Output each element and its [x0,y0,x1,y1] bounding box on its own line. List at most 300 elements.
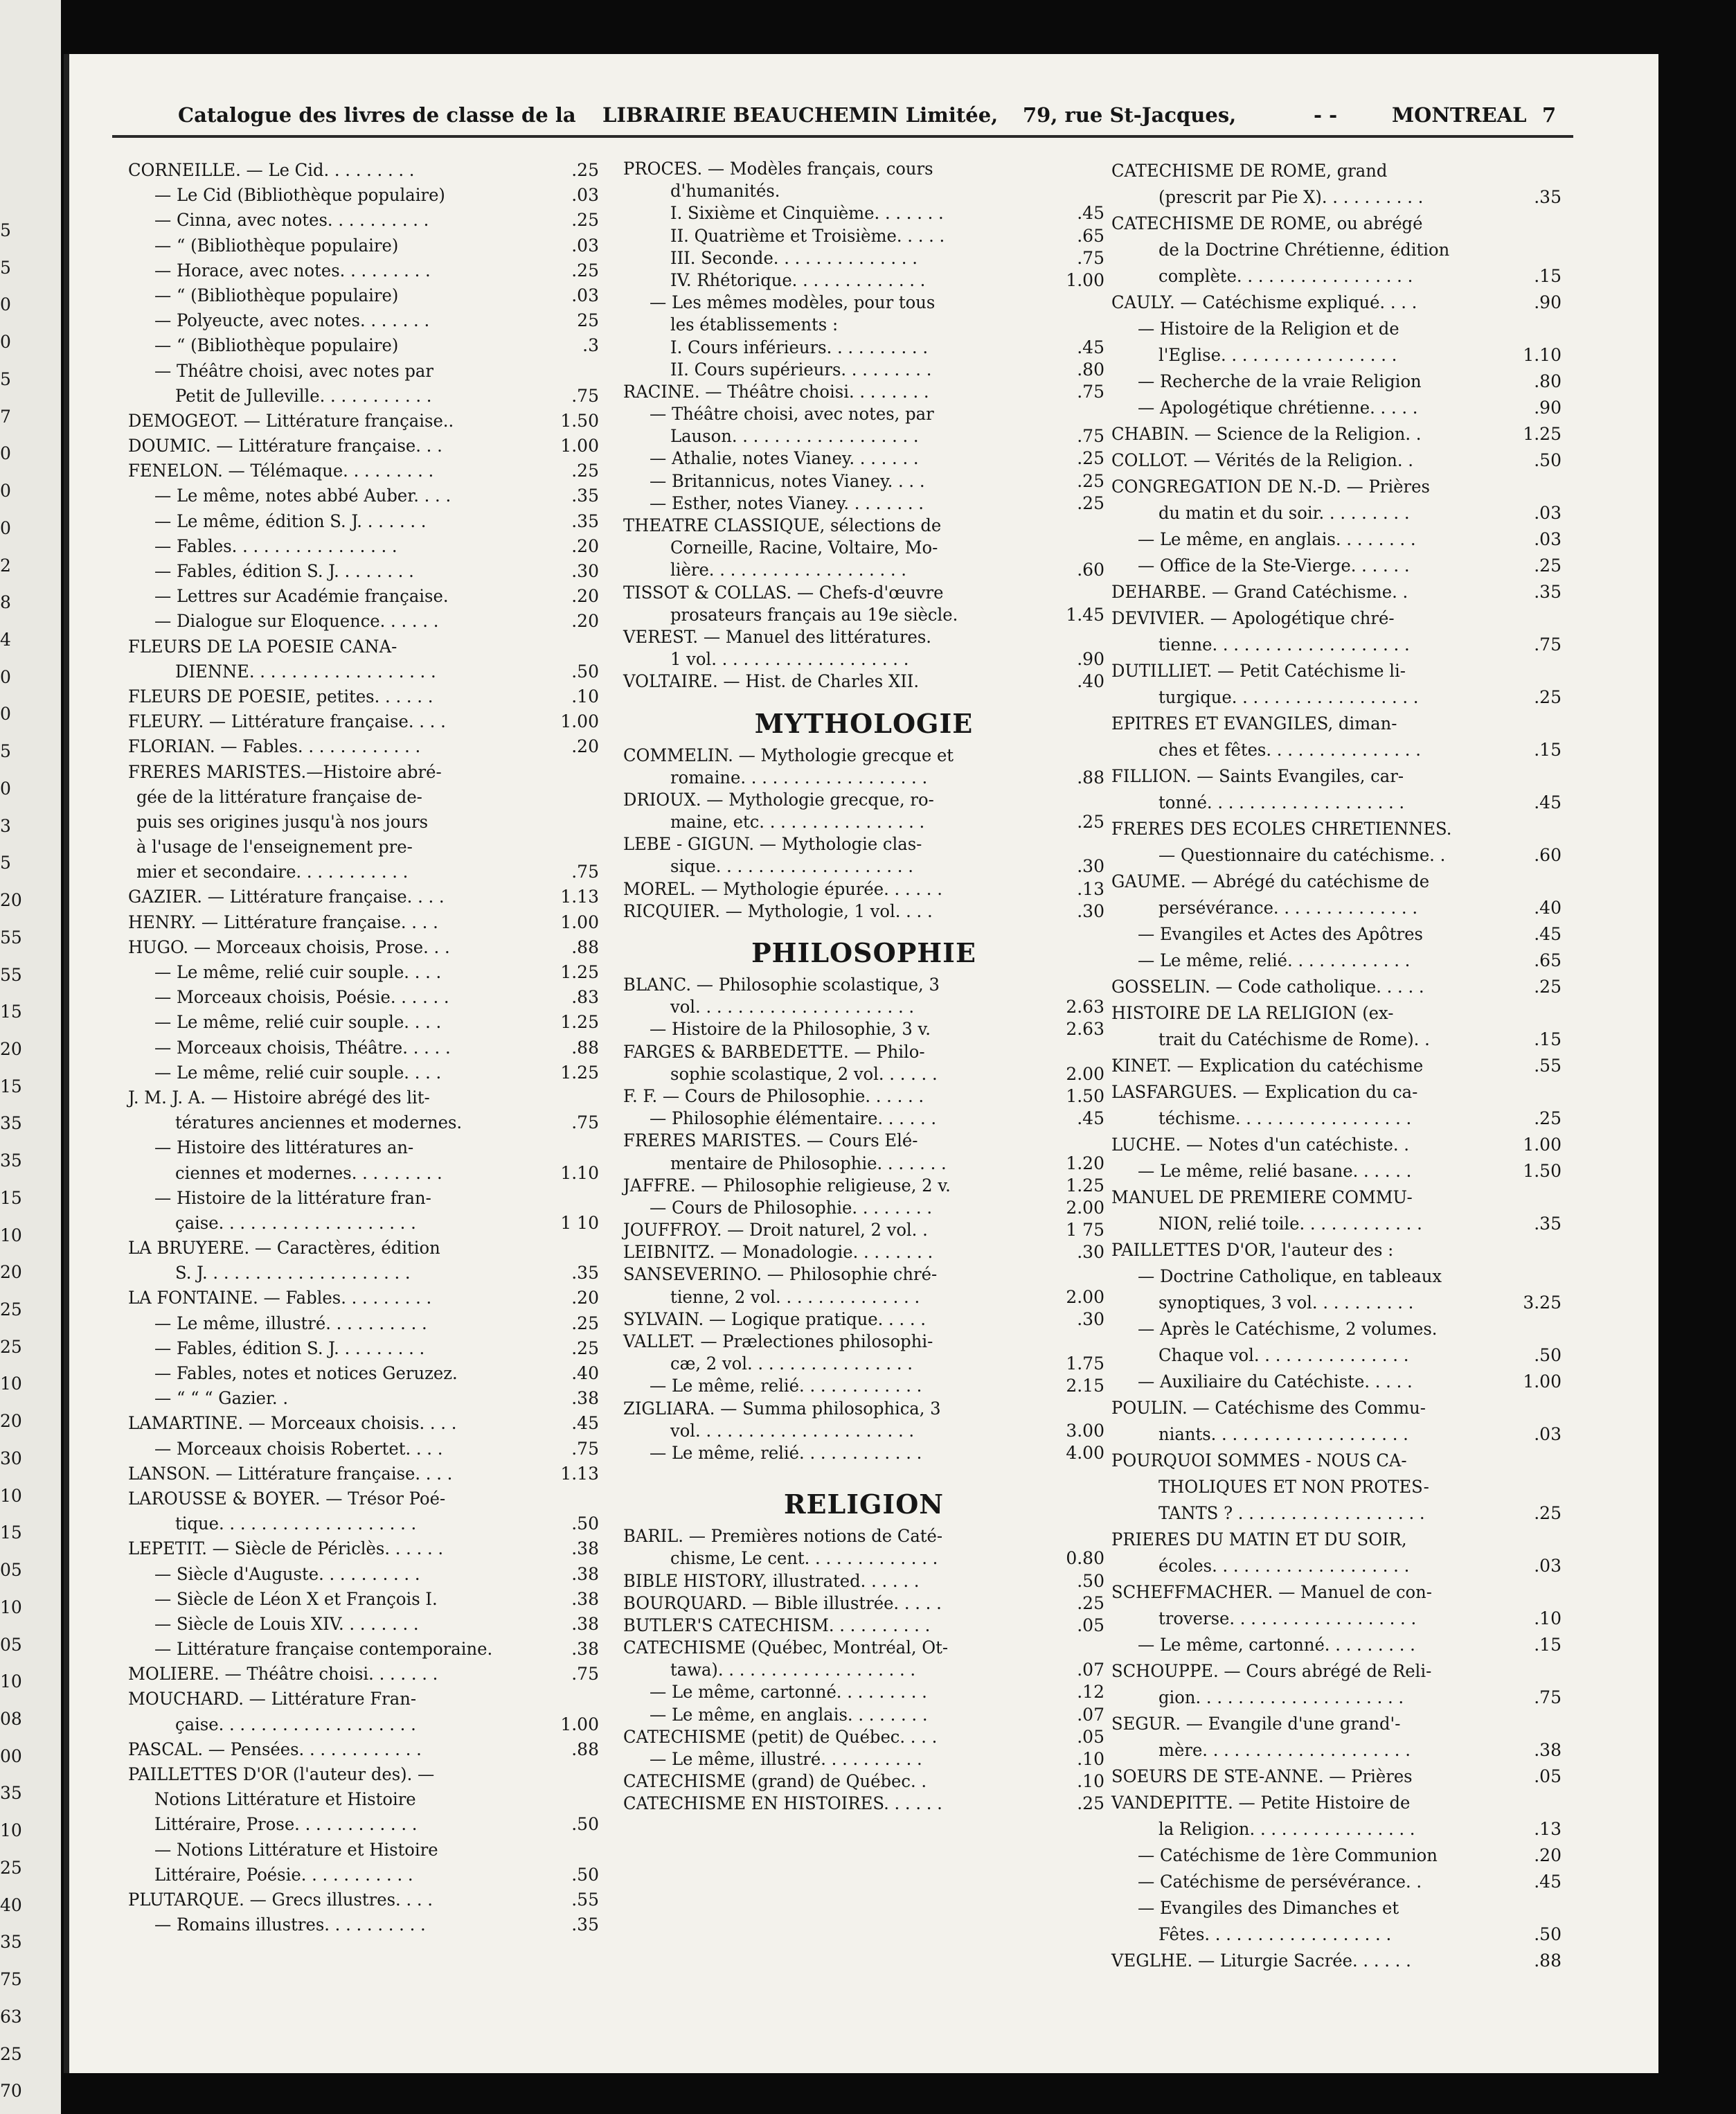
catalogue-entry [623,470,1104,492]
entry-title: — Catéchisme de 1ère Communion [1138,1845,1438,1865]
entry-price: .03 [1534,1424,1561,1444]
entry-title: — Siècle de Léon X et François I. [154,1588,438,1609]
catalogue-entry [623,878,1104,900]
catalogue-entry [128,1437,599,1462]
entry-title: d'humanités. [670,181,780,202]
catalogue-entry [1111,1606,1561,1632]
entry-title: GAZIER. — Littérature française. . . . [128,887,445,907]
entry-price: .07 [1077,1704,1104,1725]
entry-price: .88 [571,936,599,957]
entry-title: Littéraire, Prose. . . . . . . . . . . . [154,1814,418,1835]
entry-price: .05 [1077,1615,1104,1635]
catalogue-entry [1111,1632,1561,1658]
entry-title: — Le Cid (Bibliothèque populaire) [154,185,445,206]
entry-title: III. Seconde. . . . . . . . . . . . . . [670,247,918,268]
catalogue-entry [128,534,599,559]
catalogue-entry [623,225,1104,247]
entry-title: Chaque vol. . . . . . . . . . . . . . . [1158,1345,1409,1365]
margin-number: 20 [0,1262,22,1283]
entry-title: les établissements : [670,314,839,335]
catalogue-entry [1111,1579,1561,1606]
entry-title: — Le même, cartonné. . . . . . . . . [650,1682,927,1703]
entry-title: sique. . . . . . . . . . . . . . . . . . . [670,856,913,877]
entry-title: chisme, Le cent. . . . . . . . . . . . . [670,1548,938,1569]
catalogue-entry [623,789,1104,811]
entry-price: .25 [571,1338,599,1358]
catalogue-entry [623,425,1104,447]
entry-price: .90 [1534,292,1561,312]
entry-title: II. Quatrième et Troisième. . . . . [670,225,945,246]
entry-price: .88 [1534,1951,1561,1971]
catalogue-entry [623,1615,1104,1637]
catalogue-entry [128,233,599,258]
entry-title: PROCES. — Modèles français, cours [623,159,933,179]
catalogue-entry [1111,1132,1561,1158]
catalogue-entry [623,1263,1104,1286]
margin-number: 10 [0,1225,22,1245]
catalogue-entry [128,1787,599,1812]
entry-price: .03 [1534,503,1561,523]
catalogue-entry [128,208,599,233]
entry-title: vol. . . . . . . . . . . . . . . . . . . . . [670,997,915,1018]
entry-price: .65 [1534,950,1561,970]
catalogue-column-1 [128,158,599,1937]
entry-title: CATECHISME EN HISTOIRES. . . . . . [623,1793,942,1814]
catalogue-entry [623,1420,1104,1442]
entry-price: 1.25 [1523,424,1561,444]
entry-price: .25 [1077,812,1104,833]
catalogue-entry [128,1386,599,1411]
entry-title: BUTLER'S CATECHISM. . . . . . . . . . [623,1615,931,1635]
entry-price: 1.10 [1523,345,1561,365]
catalogue-entry [1111,316,1561,342]
catalogue-entry [623,269,1104,292]
catalogue-entry [1111,395,1561,421]
entry-price: .45 [1534,792,1561,812]
entry-title: — Histoire de la Religion et de [1138,319,1399,339]
catalogue-entry [1111,1290,1561,1316]
entry-title: — Le même, relié. . . . . . . . . . . . [650,1376,922,1396]
catalogue-entry [1111,158,1561,184]
margin-number: 2 [0,555,11,576]
entry-price: .65 [1077,225,1104,246]
catalogue-entry [623,1108,1104,1130]
entry-price: .25 [1077,1592,1104,1613]
entry-title: FRERES DES ECOLES CHRETIENNES. [1111,819,1452,839]
entry-title: mère. . . . . . . . . . . . . . . . . . . . [1158,1740,1411,1760]
catalogue-entry [128,1637,599,1662]
entry-title: çaise. . . . . . . . . . . . . . . . . . . [175,1212,416,1233]
catalogue-entry [623,1085,1104,1108]
catalogue-entry [623,381,1104,403]
catalogue-entry [1111,526,1561,553]
entry-title: PLUTARQUE. — Grecs illustres. . . . [128,1889,433,1910]
catalogue-entry [623,292,1104,314]
entry-price: .3 [582,335,599,356]
entry-price: .45 [1077,203,1104,224]
catalogue-entry [128,1411,599,1436]
catalogue-entry [1111,1316,1561,1342]
catalogue-entry [128,885,599,909]
margin-number: 0 [0,666,11,687]
section-heading-philosophie: PHILOSOPHIE [751,937,976,968]
entry-price: .35 [1534,1214,1561,1234]
catalogue-entry [128,1612,599,1637]
entry-price: 1.25 [560,1012,599,1033]
entry-title: — Le même, illustré. . . . . . . . . . [154,1313,427,1333]
entry-title: I. Sixième et Cinquième. . . . . . . [670,203,944,224]
entry-title: — Le même, relié basane. . . . . . [1138,1161,1412,1181]
catalogue-entry [128,1712,599,1737]
entry-price: .88 [571,1739,599,1759]
entry-price: .25 [571,210,599,231]
entry-title: VEGLHE. — Liturgie Sacrée. . . . . . [1111,1951,1411,1971]
entry-title: TANTS ? . . . . . . . . . . . . . . . . . . [1158,1503,1425,1523]
margin-number: 25 [0,1857,22,1878]
entry-title: THOLIQUES ET NON PROTES- [1158,1477,1429,1497]
catalogue-entry [1111,1448,1561,1474]
entry-title: — Office de la Ste-Vierge. . . . . . [1138,556,1410,576]
entry-price: .75 [571,1664,599,1685]
catalogue-entry [128,333,599,358]
entry-price: 1.10 [560,1162,599,1183]
entry-title: BARIL. — Premières notions de Caté- [623,1526,943,1547]
margin-number: 5 [0,220,11,240]
entry-title: Petit de Julleville. . . . . . . . . . . [175,385,432,406]
entry-title: turgique. . . . . . . . . . . . . . . . . . [1158,687,1419,707]
entry-price: .25 [1077,1793,1104,1814]
entry-title: — “ (Bibliothèque populaire) [154,285,399,305]
entry-price: .10 [1077,1749,1104,1769]
entry-title: — Théâtre choisi, avec notes par [154,360,433,381]
entry-title: téchisme. . . . . . . . . . . . . . . . . [1158,1108,1412,1128]
entry-price: .30 [571,561,599,581]
entry-price: .90 [1077,649,1104,670]
margin-number: 05 [0,1560,22,1581]
entry-title: — Lettres sur Académie française. [154,586,449,607]
entry-title: — Le même, édition S. J. . . . . . . [154,510,427,531]
catalogue-entry [1111,1685,1561,1711]
entry-price: .75 [1077,381,1104,402]
entry-price: 1.20 [1066,1153,1104,1173]
margin-number: 7 [0,406,11,427]
catalogue-entry [1111,1790,1561,1816]
entry-price: 2.63 [1066,997,1104,1018]
entry-price: .35 [1534,187,1561,207]
entry-title: FLEURS DE POESIE, petites. . . . . . [128,686,433,707]
catalogue-entry [1111,1658,1561,1685]
entry-title: SCHOUPPE. — Cours abrégé de Reli- [1111,1661,1432,1681]
entry-price: .88 [1077,767,1104,788]
entry-title: COMMELIN. — Mythologie grecque et [623,745,954,765]
entry-title: — Morceaux choisis Robertet. . . . [154,1438,443,1459]
entry-title: DIENNE. . . . . . . . . . . . . . . . . . [175,661,436,682]
margin-number: 10 [0,1597,22,1617]
entry-price: .07 [1077,1660,1104,1680]
entry-title: — Le même, en anglais. . . . . . . . [650,1704,928,1725]
catalogue-entry [128,1587,599,1612]
catalogue-entry [1111,1500,1561,1527]
entry-title: romaine. . . . . . . . . . . . . . . . . . [670,767,928,788]
margin-number: 15 [0,1522,22,1543]
entry-title: trait du Catéchisme de Rome). . [1158,1029,1430,1049]
entry-title: HISTOIRE DE LA RELIGION (ex- [1111,1003,1394,1023]
catalogue-entry [1111,1764,1561,1790]
catalogue-entry [128,985,599,1010]
entry-price: .25 [571,260,599,281]
entry-title: mentaire de Philosophie. . . . . . . [670,1153,947,1173]
catalogue-entry [1111,1474,1561,1500]
entry-title: SYLVAIN. — Logique pratique. . . . . [623,1308,926,1329]
entry-price: .25 [1534,977,1561,997]
entry-title: 1 vol. . . . . . . . . . . . . . . . . . . [670,649,909,670]
entry-price: 0.80 [1066,1548,1104,1569]
entry-title: CHABIN. — Science de la Religion. . [1111,424,1422,444]
entry-title: — Morceaux choisis, Théâtre. . . . . [154,1037,451,1058]
entry-title: écoles. . . . . . . . . . . . . . . . . . . [1158,1556,1410,1576]
entry-price: 2.00 [1066,1197,1104,1218]
entry-title: PAILLETTES D'OR, l'auteur des : [1111,1240,1394,1260]
catalogue-entry [623,1018,1104,1040]
entry-title: DUTILLIET. — Petit Catéchisme li- [1111,661,1406,681]
entry-title: niants. . . . . . . . . . . . . . . . . . . [1158,1424,1408,1444]
entry-title: CATECHISME (grand) de Québec. . [623,1771,927,1792]
entry-title: — Fables, édition S. J. . . . . . . . . [154,1338,425,1358]
catalogue-entry [623,492,1104,515]
catalogue-entry [1111,421,1561,447]
catalogue-entry [623,1241,1104,1263]
entry-title: JOUFFROY. — Droit naturel, 2 vol. . [623,1220,928,1241]
entry-title: LEIBNITZ. — Monadologie. . . . . . . . [623,1242,933,1263]
entry-price: .13 [1077,878,1104,899]
entry-title: CATECHISME DE ROME, ou abrégé [1111,213,1423,233]
catalogue-entry [1111,816,1561,842]
margin-number: 8 [0,592,11,613]
catalogue-entry [128,1010,599,1035]
catalogue-entry [623,1547,1104,1570]
catalogue-entry [1111,842,1561,869]
catalogue-entry [128,1562,599,1587]
entry-title: — Horace, avec notes. . . . . . . . . [154,260,431,281]
header-dashes: - - [1314,103,1338,127]
entry-price: .05 [1534,1766,1561,1786]
catalogue-entry [623,1375,1104,1397]
entry-price: 1 75 [1066,1220,1104,1241]
entry-title: FLEURS DE LA POESIE CANA- [128,636,397,657]
entry-title: — Le même, relié cuir souple. . . . [154,1062,442,1083]
entry-title: — Littérature française contemporaine. [154,1639,493,1660]
entry-price: .75 [571,1112,599,1133]
entry-title: — Le même, illustré. . . . . . . . . . [650,1749,922,1769]
catalogue-entry [128,659,599,684]
catalogue-entry [1111,790,1561,816]
entry-title: RICQUIER. — Mythologie, 1 vol. . . . [623,900,933,921]
entry-price: .30 [1077,1308,1104,1329]
header-title: Catalogue des livres de classe de la [178,103,576,127]
entry-title: CORNEILLE. — Le Cid. . . . . . . . . [128,160,415,180]
entry-title: gion. . . . . . . . . . . . . . . . . . . . [1158,1687,1404,1707]
catalogue-entry [623,1525,1104,1547]
entry-title: — Histoire de la littérature fran- [154,1187,431,1208]
catalogue-entry [1111,263,1561,290]
entry-price: 1.00 [1523,1135,1561,1155]
entry-price: .90 [1534,398,1561,418]
catalogue-entry [623,180,1104,202]
entry-title: MOUCHARD. — Littérature Fran- [128,1689,417,1709]
entry-title: ciennes et modernes. . . . . . . . . [175,1162,442,1183]
catalogue-entry [128,760,599,785]
entry-price: .30 [1077,1242,1104,1263]
entry-price: 1.25 [560,962,599,982]
entry-price: .50 [1534,450,1561,470]
catalogue-entry [623,996,1104,1018]
entry-title: VALLET. — Prælectiones philosophi- [623,1331,933,1351]
catalogue-entry [1111,763,1561,790]
entry-price: 2.63 [1066,1019,1104,1040]
entry-title: (prescrit par Pie X). . . . . . . . . . [1158,187,1424,207]
entry-title: DEMOGEOT. — Littérature française.. [128,410,454,431]
entry-title: — Auxiliaire du Catéchiste. . . . . [1138,1371,1413,1392]
catalogue-entry [623,247,1104,269]
entry-title: cæ, 2 vol. . . . . . . . . . . . . . . . [670,1353,913,1374]
catalogue-entry [623,900,1104,923]
entry-price: .88 [571,1037,599,1058]
entry-price: .25 [1077,492,1104,513]
catalogue-entry [128,509,599,534]
entry-title: Notions Littérature et Histoire [154,1789,416,1810]
entry-title: Corneille, Racine, Voltaire, Mo- [670,538,938,558]
entry-title: NION, relié toile. . . . . . . . . . . . [1158,1214,1422,1234]
entry-title: — Philosophie élémentaire. . . . . . [650,1108,937,1129]
margin-number: 55 [0,927,22,948]
catalogue-entry [623,1130,1104,1152]
catalogue-entry [1111,605,1561,632]
catalogue-entry [1111,1527,1561,1553]
entry-price: .75 [1077,426,1104,447]
entry-price: .25 [1534,1108,1561,1128]
entry-title: — Romains illustres. . . . . . . . . . [154,1915,426,1935]
entry-title: LANSON. — Littérature française. . . . [128,1463,453,1484]
entry-title: CAULY. — Catéchisme expliqué. . . . [1111,292,1417,312]
catalogue-entry [128,459,599,483]
catalogue-entry [623,537,1104,559]
catalogue-entry [623,359,1104,381]
entry-price: .50 [1534,1345,1561,1365]
entry-title: PAILLETTES D'OR (l'auteur des). — [128,1764,435,1784]
catalogue-entry [1111,1053,1561,1079]
catalogue-entry [128,1311,599,1336]
margin-number: 10 [0,1671,22,1692]
entry-price: 1.50 [560,410,599,431]
catalogue-entry [1111,1342,1561,1369]
entry-title: THEATRE CLASSIQUE, sélections de [623,515,942,535]
entry-title: vol. . . . . . . . . . . . . . . . . . . . . [670,1420,915,1441]
catalogue-entry [128,1812,599,1837]
entry-title: — Le même, relié cuir souple. . . . [154,1012,442,1033]
catalogue-entry [128,684,599,709]
entry-price: .10 [571,686,599,707]
entry-price: 3.00 [1066,1420,1104,1441]
catalogue-entry [1111,553,1561,579]
entry-price: .25 [571,160,599,180]
catalogue-entry [623,1770,1104,1793]
catalogue-entry [128,785,599,810]
catalogue-entry [1111,974,1561,1000]
entry-title: LEPETIT. — Siècle de Périclès. . . . . . [128,1538,444,1559]
entry-title: persévérance. . . . . . . . . . . . . . [1158,898,1418,918]
entry-title: FLORIAN. — Fables. . . . . . . . . . . . [128,736,421,757]
margin-number: 15 [0,1187,22,1208]
catalogue-entry [128,1161,599,1186]
entry-price: .12 [1077,1682,1104,1703]
entry-price: .80 [1077,359,1104,380]
entry-price: .45 [1534,1872,1561,1892]
entry-price: .50 [571,1513,599,1534]
header-city: MONTREAL [1392,103,1527,127]
catalogue-entry [1111,1553,1561,1579]
entry-price: .75 [571,385,599,406]
entry-price: .80 [1534,371,1561,391]
catalogue-entry [1111,1105,1561,1132]
margin-number: 20 [0,1038,22,1059]
catalogue-entry [128,1110,599,1135]
catalogue-entry [128,1286,599,1311]
catalogue-entry [1111,1711,1561,1737]
section-heading-mythologie: MYTHOLOGIE [754,707,974,739]
margin-number: 0 [0,294,11,315]
catalogue-entry [1111,1000,1561,1027]
catalogue-entry [623,1063,1104,1085]
entry-title: — Morceaux choisis, Poésie. . . . . . [154,987,449,1008]
entry-title: tératures anciennes et modernes. [175,1112,463,1133]
entry-title: EPITRES ET EVANGILES, diman- [1111,713,1397,734]
catalogue-entry [128,1336,599,1361]
entry-title: DEHARBE. — Grand Catéchisme. . [1111,582,1408,602]
entry-price: .25 [571,461,599,481]
catalogue-entry [623,559,1104,581]
entry-title: mier et secondaire. . . . . . . . . . . [136,862,409,882]
previous-page-margin [0,0,61,2114]
catalogue-entry [623,1442,1104,1464]
margin-number: 25 [0,1299,22,1320]
entry-price: .30 [1077,900,1104,921]
catalogue-entry [623,833,1104,855]
entry-price: 2.15 [1066,1376,1104,1396]
catalogue-entry [1111,474,1561,500]
catalogue-entry [623,1353,1104,1375]
entry-price: .03 [571,285,599,305]
catalogue-entry [1111,711,1561,737]
entry-price: 1.25 [1066,1175,1104,1196]
catalogue-entry [1111,1895,1561,1921]
entry-price: .75 [571,862,599,882]
margin-number: 00 [0,1746,22,1766]
margin-number: 05 [0,1634,22,1655]
margin-number: 10 [0,1374,22,1394]
catalogue-entry [1111,342,1561,368]
entry-price: .35 [1534,582,1561,602]
entry-title: PASCAL. — Pensées. . . . . . . . . . . . [128,1739,422,1759]
entry-title: DEVIVIER. — Apologétique chré- [1111,608,1395,628]
entry-title: tique. . . . . . . . . . . . . . . . . . . [175,1513,417,1534]
entry-title: — Histoire des littératures an- [154,1137,414,1158]
catalogue-entry [1111,211,1561,237]
margin-number: 35 [0,1151,22,1171]
entry-title: TISSOT & COLLAS. — Chefs-d'œuvre [623,582,944,603]
entry-title: J. M. J. A. — Histoire abrégé des lit- [128,1087,430,1108]
entry-price: .20 [571,1288,599,1308]
margin-number: 75 [0,1969,22,1990]
